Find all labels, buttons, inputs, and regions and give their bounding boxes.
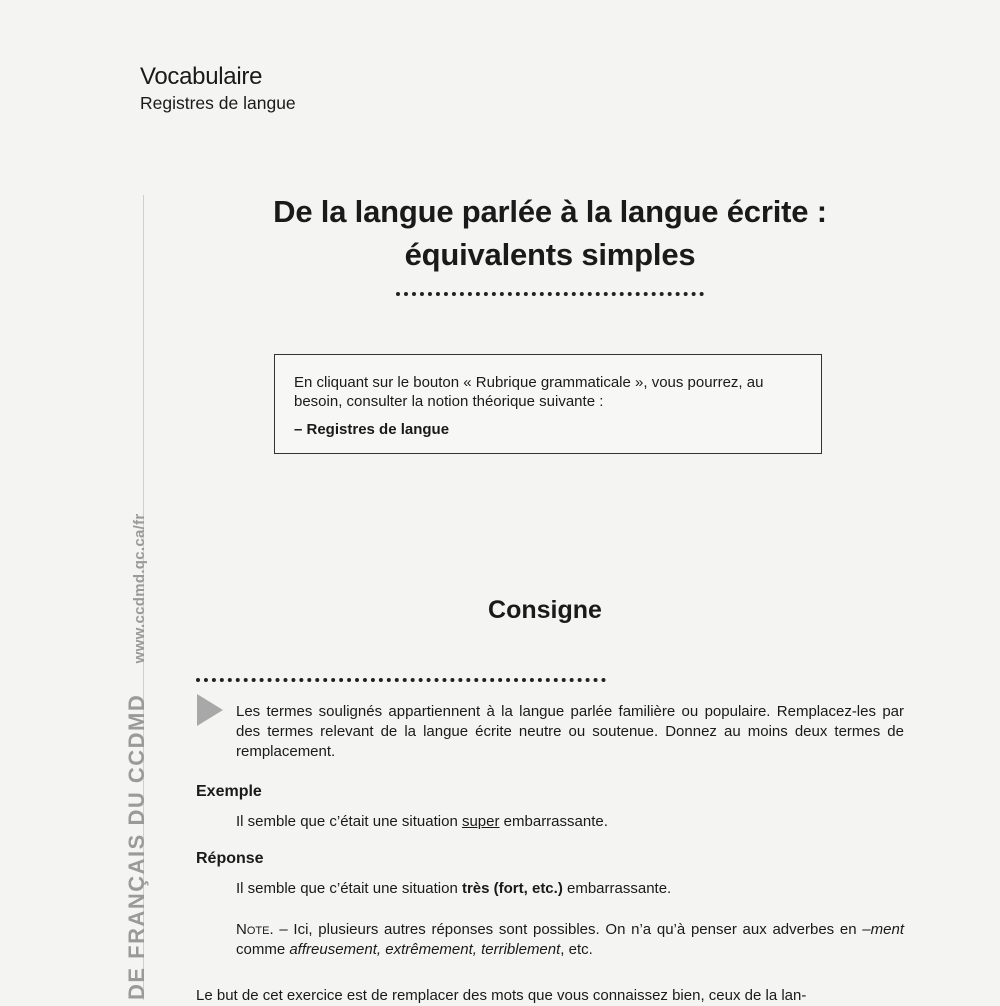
- title-line-1: De la langue parlée à la langue écrite :: [273, 194, 827, 229]
- exemple-text-before: Il semble que c’était une situation: [236, 813, 462, 830]
- consigne-heading: Consigne: [488, 596, 602, 624]
- exemple-underlined-term: super: [461, 813, 500, 830]
- sidebar-brand: DE FRANÇAIS DU CCDMD: [124, 693, 149, 1000]
- page-title: [200, 190, 900, 276]
- play-arrow-icon: [197, 694, 223, 726]
- reponse-bold-term: très (fort, etc.): [461, 880, 563, 897]
- reponse-text-before: Il semble que c’était une situation: [236, 880, 462, 897]
- sidebar-vertical-text: [124, 513, 150, 1000]
- reponse-label: Réponse: [196, 850, 264, 867]
- consigne-dotted-divider: [196, 674, 606, 682]
- subsection-title: Registres de langue: [140, 93, 296, 113]
- reponse-text-after: embarrassante.: [562, 880, 672, 897]
- body-paragraph-start: Le but de cet exercice est de remplacer des mots que vous connaissez bien, ceux de la lan-: [196, 987, 807, 1004]
- note-suffix: –ment: [862, 921, 904, 938]
- info-box: [274, 354, 822, 454]
- exemple-sentence: [236, 812, 904, 832]
- note-text-2: comme: [236, 941, 290, 958]
- note-label: Note.: [236, 921, 274, 938]
- reponse-sentence: [236, 879, 904, 899]
- exemple-text-after: embarrassante.: [499, 813, 608, 830]
- title-line-2: équivalents simples: [404, 237, 696, 272]
- note-examples: affreusement, extrêmement, terriblement: [289, 941, 561, 958]
- note-paragraph: [236, 920, 904, 960]
- page-header: [140, 62, 296, 114]
- note-text-1: – Ici, plusieurs autres réponses sont possibles. On n’a qu’à penser aux adverbes en: [273, 921, 863, 938]
- exemple-label: Exemple: [196, 783, 262, 800]
- instruction-text: Les termes soulignés appartiennent à la langue parlée familière ou populaire. Remplacez-les par des termes relevant de la langue écrite neutre ou soutenue. Donnez au moins deux termes de remplacement.: [236, 703, 904, 760]
- title-dotted-divider: [396, 288, 704, 296]
- sidebar-url: www.ccdmd.qc.ca/fr: [131, 513, 148, 664]
- note-text-3: , etc.: [560, 941, 593, 958]
- info-box-text: En cliquant sur le bouton « Rubrique grammaticale », vous pourrez, au besoin, consulter la notion théorique suivante :: [294, 374, 764, 410]
- section-title: Vocabulaire: [140, 63, 263, 90]
- info-box-item: – Registres de langue: [294, 421, 450, 438]
